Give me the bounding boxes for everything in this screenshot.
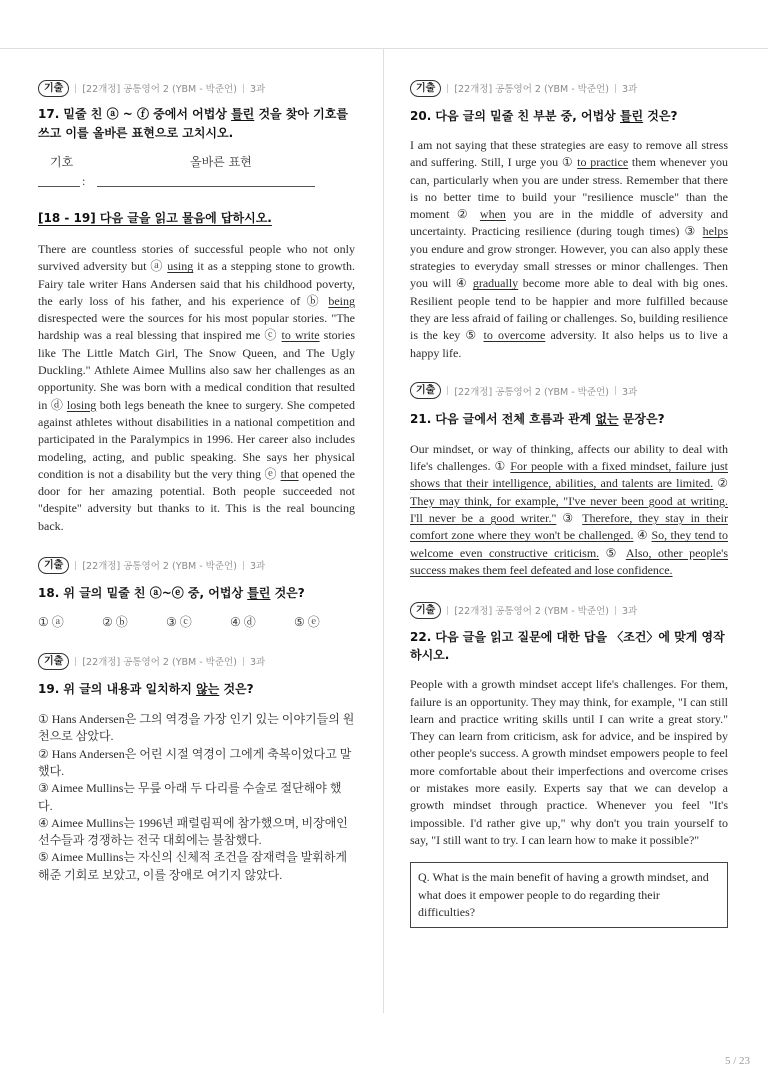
question-box: Q. What is the main benefit of having a growth mindset, and what does it empower people to do regarding their difficulties?: [410, 862, 728, 928]
text-segment: 19. 위 글의 내용과 일치하지: [38, 682, 197, 697]
reading-passage: [38, 241, 355, 535]
text-segment: 17. 밑줄 친 ⓐ ~ ⓕ 중에서 어법상: [38, 107, 232, 121]
separator: [615, 84, 616, 93]
underlined-text: Also, other people's success makes them feel defeated and lose confidence.: [410, 545, 728, 577]
reading-passage: [410, 676, 728, 849]
separator: [243, 657, 244, 666]
underlined-text: to write: [281, 328, 320, 343]
text-segment: 것은?: [219, 682, 254, 697]
question-title: [38, 584, 355, 603]
underlined-text: losing: [66, 397, 97, 412]
source-lesson: 3과: [621, 386, 638, 398]
text-segment: I am not saying that these strategies are easy to remove all stress and suffering. Still, I urge you ①: [410, 138, 728, 170]
source-lesson: 3과: [621, 84, 638, 95]
question-19: [38, 652, 355, 884]
source-tag: [410, 382, 728, 400]
separator: [243, 561, 244, 570]
text-segment: adversity. It also helps us to live a happy life.: [410, 328, 728, 360]
question-title: [38, 105, 355, 143]
separator: [615, 606, 616, 615]
separator: [615, 386, 616, 395]
option-2: ② ⓑ: [102, 615, 128, 630]
answer-options: [38, 711, 355, 884]
underlined-text: 않는: [196, 682, 220, 697]
question-title: [410, 107, 728, 126]
answer-blank-expression: [97, 186, 315, 187]
question-20: [410, 79, 728, 362]
question-18: [38, 556, 355, 631]
question-title: [410, 628, 728, 664]
source-tag: [410, 601, 728, 619]
separator: [447, 386, 448, 395]
option-4: ④ Aimee Mullins는 1996년 패럴림픽에 참가했으며, 비장애인 선수들과 경쟁하는 전국 대회에는 불참했다.: [38, 815, 348, 848]
separator: [75, 657, 76, 666]
answer-line: [38, 173, 355, 190]
text-segment: ⑤: [599, 545, 626, 560]
text-segment: Our mindset, or way of thinking, affects our ability to deal with life's challenges. ①: [410, 441, 728, 474]
underlined-text: being: [328, 293, 355, 308]
text-segment: them whenever you can, particularly when you are under stress. Remember that there is no better time to build your "resilience muscle" than the moment ②: [410, 155, 729, 222]
underlined-text: gradually: [472, 276, 519, 291]
underlined-text: to practice: [577, 155, 629, 170]
underlined-text: 틀린: [231, 107, 255, 121]
text-segment: you are in the middle of adversity and uncertainty. Practicing resilience (during tough times) ③: [410, 207, 729, 239]
text-segment: become more able to deal with big ones. Resilient people tend to be happier and more fulfilled because they are less afraid of failing or challenges. So, building resilience is the key ⑤: [410, 276, 728, 343]
text-segment: There are countless stories of successful people who not only survived adversity but ⓐ: [38, 242, 355, 274]
underlined-text: helps: [702, 224, 728, 239]
question-22: [410, 601, 728, 928]
question-21: [410, 382, 728, 579]
underlined-text: Therefore, they stay in their comfort zone where they won't be challenged.: [410, 511, 728, 543]
left-column: [38, 0, 355, 884]
source-textbook: [22개정] 공통영어 2 (YBM - 박준언): [82, 657, 237, 669]
source-badge: 기출: [410, 602, 441, 619]
source-badge: 기출: [410, 382, 441, 399]
answer-blank-symbol: [38, 186, 80, 187]
underlined-text: They may think, for example, "I've never been good at writing. I'll never be a good writer.": [410, 493, 728, 526]
source-lesson: 3과: [249, 657, 266, 669]
question-title: [38, 680, 355, 699]
option-3: ③ ⓒ: [166, 615, 192, 630]
underlined-text: that: [280, 466, 299, 481]
text-segment: disrespected were the sources for his most popular stories. "The hardship was a real blessing that inspired me ⓒ: [38, 311, 355, 343]
group-instruction: [18 - 19] 다음 글을 읽고 물음에 답하시오.: [38, 211, 272, 225]
source-textbook: [22개정] 공통영어 2 (YBM - 박준언): [454, 606, 609, 618]
option-2: ② Hans Andersen은 어린 시절 역경이 그에게 축복이었다고 말했다.: [38, 746, 352, 778]
text-segment: 20. 다음 글의 밑줄 친 부분 중, 어법상: [410, 109, 620, 123]
source-tag: [410, 79, 728, 97]
underlined-text: 없는: [595, 411, 619, 426]
question-title: [410, 410, 728, 429]
separator: [447, 84, 448, 93]
separator: [447, 606, 448, 615]
option-4: ④ ⓓ: [230, 615, 256, 630]
source-textbook: [22개정] 공통영어 2 (YBM - 박준언): [454, 84, 609, 95]
text-segment: 것은?: [643, 109, 678, 123]
answer-symbol-header: 기호: [50, 155, 74, 169]
source-badge: 기출: [38, 653, 69, 670]
text-segment: both legs beneath the knee to surgery. She competed against athletes without disabilities in a national competition and participated in the Paralympics in 1996. Her career also includes modeling, acting, and public speaking. She says her physical condition is not a disability but the very thing ⓔ: [38, 397, 355, 481]
answer-headers: [38, 154, 355, 171]
source-tag: [38, 79, 355, 97]
text-segment: 것을 찾아 기호를 쓰고 이를 올바른 표현으로 고치시오.: [38, 107, 348, 140]
text-segment: 문장은?: [618, 411, 665, 426]
source-badge: 기출: [38, 80, 69, 97]
option-1: ① Hans Andersen은 그의 역경을 가장 인기 있는 이야기들의 원천으로 삼았다.: [38, 712, 355, 744]
source-tag: [38, 652, 355, 670]
option-3: ③ Aimee Mullins는 무릎 아래 두 다리를 수술로 절단해야 했다.: [38, 781, 342, 813]
text-segment: 22. 다음 글을 읽고 질문에 대한 답을 〈조건〉에 맞게 영작하시오.: [410, 630, 725, 663]
source-badge: 기출: [410, 80, 441, 97]
answer-expression-header: 올바른 표현: [190, 155, 252, 169]
text-segment: People with a growth mindset accept life's challenges. For them, failure is an opportunity. They may think, for example, "I can still learn and practice writing skills until I can write a great story." They can learn from criticism, ask for advice, and be inspired by other people's success. A growth mindset empowers people to feel more comfortable about their imperfections and overcome crises or mistakes more easily. Experts say that we can develop a growth mindset through practice. Whenever you feel "It's impossible. I'd rather give up," why don't you train yourself to say, "I still want to try. I can learn how to make it possible?": [410, 677, 728, 847]
option-5: ⑤ Aimee Mullins는 자신의 신체적 조건을 잠재력을 발휘하게 해준 기회로 보았고, 이를 장애로 여기지 않았다.: [38, 850, 348, 882]
separator: [243, 84, 244, 93]
text-segment: 21. 다음 글에서 전체 흐름과 관계: [410, 411, 596, 426]
underlined-text: So, they tend to welcome even constructive criticism.: [410, 528, 729, 560]
source-tag: [38, 556, 355, 574]
right-column: [410, 0, 728, 928]
text-segment: ③: [556, 511, 583, 526]
option-5: ⑤ ⓔ: [294, 615, 320, 630]
text-segment: it as a stepping stone to growth. Fairy tale writer Hans Andersen said that his childhood poverty, the early loss of his father, and his experience of ⓑ: [38, 259, 355, 308]
option-1: ① ⓐ: [38, 615, 64, 630]
source-textbook: [22개정] 공통영어 2 (YBM - 박준언): [454, 386, 609, 398]
text-segment: 것은?: [270, 586, 305, 601]
column-divider: [383, 48, 384, 1013]
source-textbook: [22개정] 공통영어 2 (YBM - 박준언): [82, 84, 237, 95]
question-17: [38, 79, 355, 190]
underlined-text: 틀린: [247, 586, 271, 601]
separator: [75, 561, 76, 570]
underlined-text: For people with a fixed mindset, failure just shows that their intelligence, abilities, and talents are limited.: [410, 459, 728, 491]
separator: [75, 84, 76, 93]
underlined-text: using: [167, 259, 194, 274]
underlined-text: to overcome: [483, 328, 546, 343]
source-lesson: 3과: [249, 84, 266, 95]
answer-options: [38, 614, 355, 631]
answer-separator: :: [82, 174, 86, 188]
text-segment: opened the door for her amazing potential. Both people succeeded not "despite" adversity but thanks to it. This is the real bouncing back.: [38, 466, 355, 533]
source-textbook: [22개정] 공통영어 2 (YBM - 박준언): [82, 561, 237, 573]
text-segment: stories like The Little Match Girl, The Snow Queen, and The Ugly Duckling." Athlete Aimee Mullins also saw her challenges as an opportunity. She was born with a medical condition that resulted in ⓓ: [38, 328, 355, 412]
text-segment: ②: [713, 476, 728, 491]
underlined-text: when: [479, 207, 506, 222]
underlined-text: 틀린: [619, 109, 644, 123]
reading-passage: [410, 441, 728, 579]
text-segment: 18. 위 글의 밑줄 친 ⓐ~ⓔ 중, 어법상: [38, 586, 248, 601]
reading-passage: [410, 137, 728, 362]
text-segment: you endure and grow stronger. However, you can also apply these strategies to everyday small stresses or minor challenges. Then you will ④: [410, 241, 728, 291]
source-badge: 기출: [38, 557, 69, 574]
source-lesson: 3과: [249, 561, 266, 573]
page-number: 5 / 23: [724, 1055, 750, 1067]
text-segment: ④: [633, 528, 652, 543]
source-lesson: 3과: [621, 606, 638, 618]
